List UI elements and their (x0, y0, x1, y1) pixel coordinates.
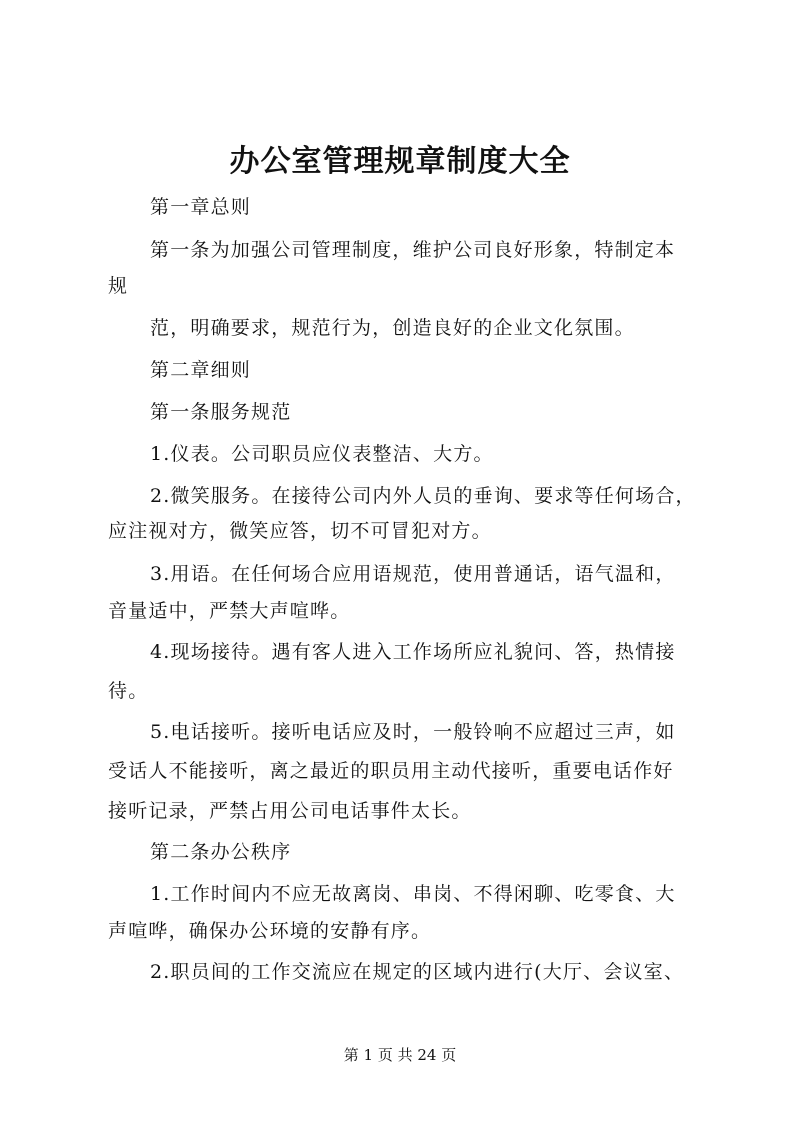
text-line: 1.仪表。公司职员应仪表整洁、大方。 (150, 443, 494, 465)
text-line: 第一条为加强公司管理制度，维护公司良好形象，特制定本 (150, 239, 676, 261)
text-line: 第一章总则 (150, 196, 252, 218)
text-line: 音量适中，严禁大声喧哗。 (108, 600, 351, 622)
document-title: 办公室管理规章制度大全 (229, 144, 571, 179)
text-line: 2.微笑服务。在接待公司内外人员的垂询、要求等任何场合， (150, 485, 696, 507)
text-line: 5.电话接听。接听电话应及时，一般铃响不应超过三声，如 (150, 721, 676, 743)
text-line: 1.工作时间内不应无故离岗、串岗、不得闲聊、吃零食、大 (150, 883, 676, 905)
text-line: 第二章细则 (150, 359, 252, 381)
text-line: 3.用语。在任何场合应用语规范，使用普通话，语气温和， (150, 563, 676, 585)
text-line: 4.现场接待。遇有客人进入工作场所应礼貌问、答，热情接 (150, 641, 676, 663)
text-line: 2.职员间的工作交流应在规定的区域内进行(大厅、会议室、 (150, 961, 685, 983)
text-line: 声喧哗，确保办公环境的安静有序。 (108, 920, 432, 942)
text-line: 待。 (108, 680, 149, 702)
text-line: 应注视对方，微笑应答，切不可冒犯对方。 (108, 520, 492, 542)
text-line: 受话人不能接听，离之最近的职员用主动代接听，重要电话作好 (108, 760, 674, 782)
text-line: 规 (108, 275, 129, 297)
text-line: 接听记录，严禁占用公司电话事件太长。 (108, 800, 472, 822)
page-footer: 第 1 页 共 24 页 (343, 1046, 457, 1064)
text-line: 范，明确要求，规范行为，创造良好的企业文化氛围。 (150, 317, 635, 339)
text-line: 第二条办公秩序 (150, 841, 292, 863)
text-line: 第一条服务规范 (150, 401, 292, 423)
